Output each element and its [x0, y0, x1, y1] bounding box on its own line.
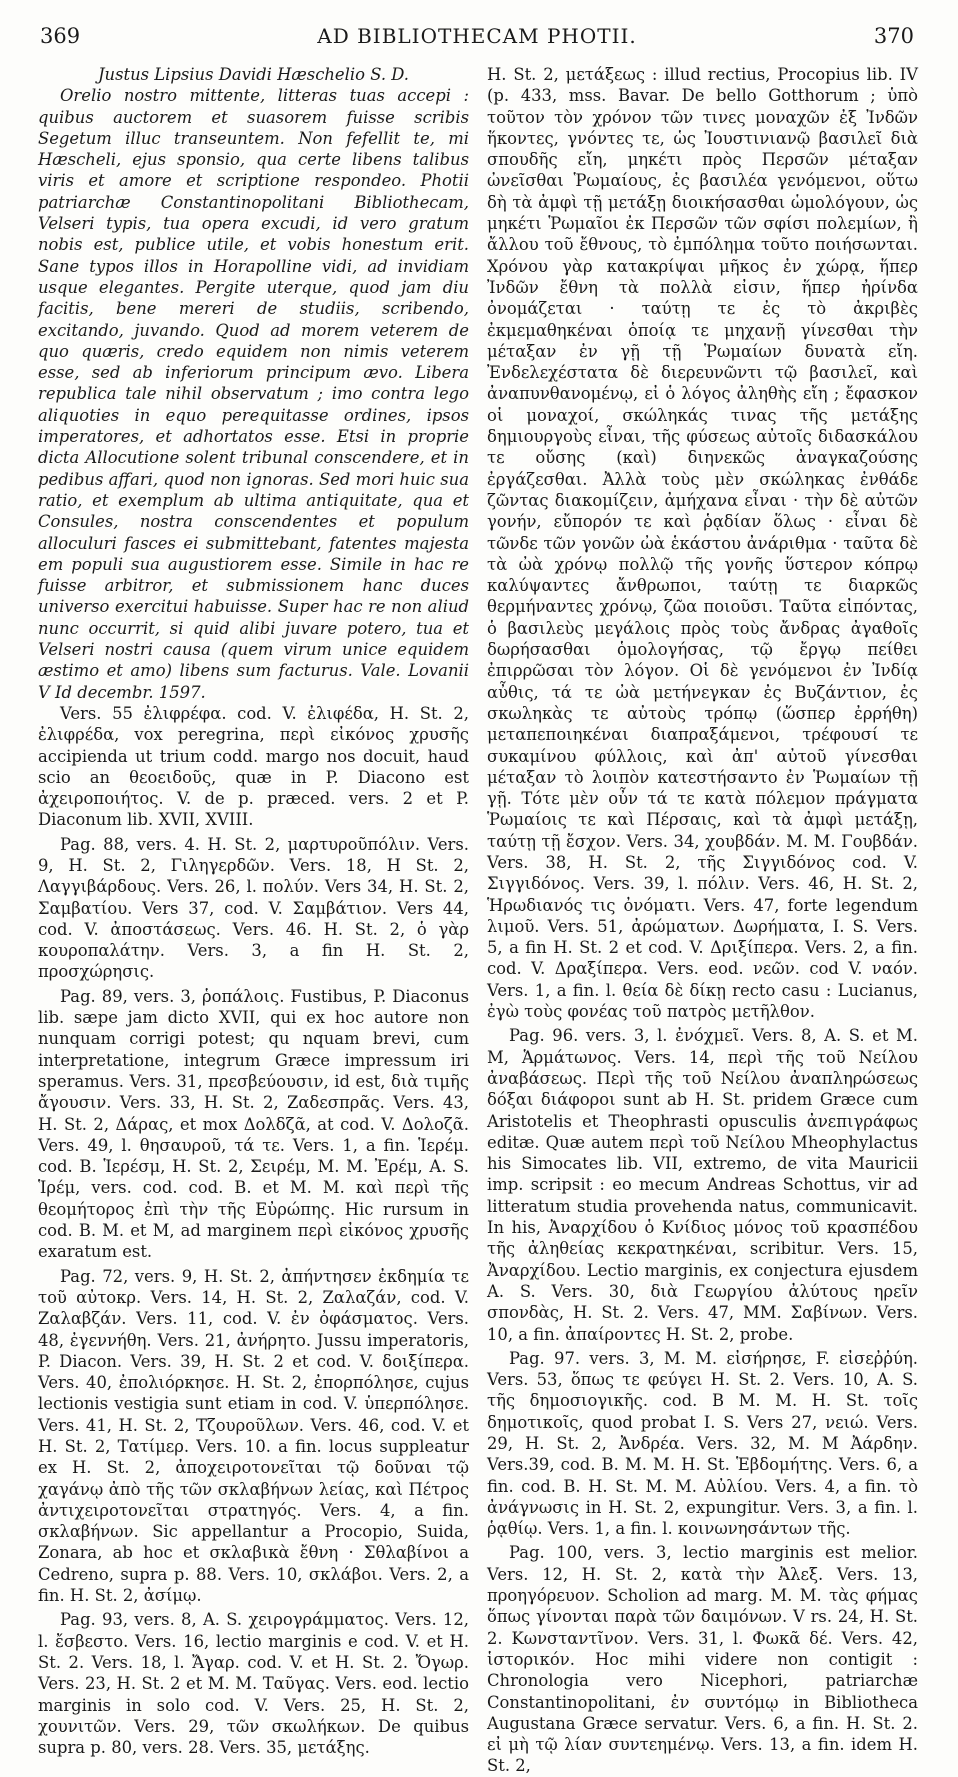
two-column-body	[38, 64, 918, 1777]
running-title: AD BIBLIOTHECAM PHOTII.	[317, 24, 637, 48]
page-number-right: 370	[873, 24, 914, 48]
note-paragraph: Pag. 97. vers. 3, M. M. εἰσήρησε, F. εἰσεῤῥύη. Vers. 53, ὅπως τε φεύγει H. St. 2. Vers. 10, A. S. τῆς δημοσιογικῆς. cod. B M. M. H. St. τοῖς δημοτικοῖς, quod probat I. S. Vers 27, νειώ. Vers. 29, H. St. 2, Ἀνδρέα. Vers. 32, M. M Ἀάρδην. Vers.39, cod. B. M. M. H. St. Ἑβδομήτης. Vers. 6, a fin. cod. B. H. St. M. M. Αὐλίου. Vers. 4, a fin. τὸ ἀνάγνωσις in H. St. 2, expungitur. Vers. 3, a fin. l. ῥᾳθίῳ. Vers. 1, a fin. l. κοινωνησάντων τῆς.	[487, 1348, 918, 1539]
note-paragraph: Pag. 89, vers. 3, ῥοπάλοις. Fustibus, P. Diaconus lib. sæpe jam dicto XVII, qui ex hoc autore non nunquam corrigi potest; qu nquam brevi, cum interpretatione, integrum Græce impressum iri speramus. Vers. 31, πρεσβεύουσιν, id est, διὰ τιμῆς ἄγουσιν. Vers. 33, H. St. 2, Ζαδεσπρᾶς. Vers. 43, H. St. 2, Δάρας, et mox Δολδζᾶ, at cod. V. Δολοζᾶ. Vers. 49, l. θησαυροῦ, τά τε. Vers. 1, a fin. Ἱερέμ. cod. B. Ἱερέσμ, H. St. 2, Σειρέμ, M. M. Ἐρέμ, A. S. Ἱρέμ, vers. cod. cod. B. et M. M. καὶ περὶ τῆς θεομήτορος ἐπὶ τὴν τῆς Εὐρώπης. Hic rursum in cod. B. M. et M, ad marginem περὶ εἰκόνος χρυσῆς exaratum est.	[38, 986, 469, 1262]
note-paragraph: Vers. 55 ἐλιφρέφα. cod. V. ἐλιφέδα, H. St. 2, ἐλιφρέδα, vox peregrina, περὶ εἰκόνος χρυσῆς accipienda ut trium codd. margo nos docuit, haud scio an θεοειδοῦς, quæ in P. Diacono est ἀχειροποιήτος. V. de p. præced. vers. 2 et P. Diaconum lib. XVII, XVIII.	[38, 703, 469, 830]
page-number-left: 369	[40, 24, 81, 48]
note-paragraph: Pag. 88, vers. 4. H. St. 2, μαρτυροῦπόλιν. Vers. 9, H. St. 2, Γιληγερδῶν. Vers. 18, H St. 2, Λαγγιβάρδους. Vers. 26, l. πολύν. Vers 34, H. St. 2, Σαμβατίου. Vers 37, cod. V. Σαμβάτιον. Vers 44, cod. V. ἀποστάσεως. Vers. 46. H. St. 2, ὁ γὰρ κουροπαλάτην. Vers. 3, a fin H. St. 2, προσχώρησις.	[38, 834, 469, 982]
right-column	[487, 64, 918, 1777]
note-paragraph: Pag. 72, vers. 9, H. St. 2, ἀπήντησεν ἐκδημία τε τοῦ αὐτοκρ. Vers. 14, H. St. 2, Ζαλαζάν, cod. V. Ζαλαβζάν. Vers. 11, cod. V. ἐν ὀφάσματος. Vers. 48, ἐγεννήθη. Vers. 21, ἀνήρητο. Jussu imperatoris, P. Diacon. Vers. 39, H. St. 2 et cod. V. δοιξίπερα. Vers. 40, ἐπολιόρκησε. H. St. 2, ἐπορπόλησε, cujus lectionis vestigia sunt etiam in cod. V. ὑπερπόλησε. Vers. 41, H. St. 2, Τζουροῦλων. Vers. 46, cod. V. et H. St. 2, Τατίμερ. Vers. 10. a fin. locus suppleatur ex H. St. 2, ἀποχειροτονεῖται τῷ δοῦναι τῷ χαγάνῳ ἀπὸ τῆς τῶν σκλαβήνων λείας, καὶ Πέτρος ἀντιχειροτονεῖται στρατηγός. Vers. 4, a fin. σκλαβήνων. Sic appellantur a Procopio, Suida, Zonara, ab hoc et σκλαβικὰ ἔθνη · Σθλαβίνοι a Cedreno, supra p. 88. Vers. 10, σκλάβοι. Vers. 2, a fin. H. St. 2, ἀσίμῳ.	[38, 1266, 469, 1606]
left-column	[38, 64, 469, 1777]
letter-heading: Justus Lipsius Davidi Hæschelio S. D.	[97, 65, 410, 84]
note-paragraph: Pag. 93, vers. 8, A. S. χειρογράμματος. Vers. 12, l. ἔσβεστο. Vers. 16, lectio marginis e cod. V. et H. St. 2. Vers. 18, l. Ἄγαρ. cod. V. et H. St. 2. Ὄγωρ. Vers. 23, H. St. 2 et M. M. Ταῦγας. Vers. eod. lectio marginis in solo cod. V. Vers. 25, H. St. 2, χουνιτῶν. Vers. 29, τῶν σκωλήκων. De quibus supra p. 80, vers. 28. Vers. 35, μετάξης.	[38, 1610, 469, 1758]
page-header	[38, 24, 918, 48]
note-paragraph: Pag. 96. vers. 3, l. ἐνόχμεῖ. Vers. 8, A. S. et M. M, Ἁρμάτωνος. Vers. 14, περὶ τῆς τοῦ Νείλου ἀναβάσεως. Περὶ τῆς τοῦ Νείλου ἀναπληρώσεως δόξαι διάφοροι sunt ab H. St. pridem Græce cum Aristotelis et Theophrasti opusculis ἀνεπιγράφως editæ. Quæ autem περὶ τοῦ Νείλου Mheophylactus his Simocates lib. VII, extremo, de vita Mauricii imp. scripsit : eo mecum Andreas Schottus, vir ad litteratum studia provehenda natus, communicavit. In his, Ἀναρχίδου ὁ Κνίδιος μόνος τοῦ κρασπέδου τῆς ἀληθείας κεκρατηκέναι, scribitur. Vers. 15, Ἀναρχίδου. Lectio marginis, ex conjectura ejusdem A. S. Vers. 30, διὰ Γεωργίου ἀλύτους ηρεῖν σπονδὰς, H. St. 2. Vers. 47, MM. Σαβίνων. Vers. 10, a fin. ἀπαίροντες H. St. 2, probe.	[487, 1026, 918, 1344]
lipsius-letter	[38, 64, 469, 703]
note-paragraph: Pag. 100, vers. 3, lectio marginis est melior. Vers. 12, H. St. 2, κατὰ τὴν Ἀλεξ. Vers. 13, προηγόρευον. Scholion ad marg. M. M. τὰς φήμας ὅπως γίνονται παρὰ τῶν δαιμόνων. V rs. 24, H. St. 2. Κωνσταντῖνον. Vers. 31, l. Φωκᾶ δέ. Vers. 42, ἱστορικόν. Hoc mihi videre non contigit : Chronologia vero Nicephori, patriarchæ Constantinopolitani, ἐν συντόμῳ in Bibliotheca Augustana Græce servatur. Vers. 6, a fin. H. St. 2. εἰ μὴ τῷ λίαν συντεημένῳ. Vers. 13, a fin. idem H. St. 2,	[487, 1543, 918, 1776]
letter-body: Orelio nostro mittente, litteras tuas accepi : quibus auctorem et suasorem fuisse scribis Segetum illuc transeuntem. Non fefellit te, mi Hæscheli, ejus sponsio, qua certe libens talibus viris et amore et scriptione respondeo. Photii patriarchæ Constantinopolitani Bibliothecam, Velseri typis, tua opera excudi, id vero gratum nobis est, publice utile, et vobis honestum erit. Sane typos illos in Horapolline vidi, ad invidiam usque elegantes. Pergite uterque, quod jam diu facitis, bene mereri de studiis, scribendo, excitando, juvando. Quod ad morem veterem de quo quæris, credo equidem non nimis veterem esse, sed ab inferiorum principum ævo. Libera republica tale nihil observatum ; imo contra lego aliquoties in equo perequitasse ordines, ipsos imperatores, et adhortatos esse. Etsi in proprie dicta Allocutione solent tribunal conscendere, et in pedibus affari, quod non ignoras. Sed mori huic sua ratio, et exemplum ab ultima antiquitate, qua et Consules, nostra conscendentes et populum alloculuri fasces ei submittebant, fatentes majesta em populi sua augustiorem esse. Simile in hac re fuisse arbitror, et submissionem hanc duces universo exercitui habuisse. Super hac re non aliud nunc occurrit, si quid alibi juvare potero, tua et Velseri nostri causa (quem virum unice equidem æstimo et amo) libens sum facturus. Vale. Lovanii V Id decembr. 1597.	[38, 86, 469, 702]
note-paragraph: H. St. 2, μετάξεως : illud rectius, Procopius lib. IV (p. 433, mss. Bavar. De bello Gotthorum ; ὑπὸ τοῦτον τὸν χρόνον τῶν τινες μοναχῶν ἐξ Ἰνδῶν ἥκοντες, γνόντες τε, ὡς Ἰουστινιανῷ βασιλεῖ διὰ σπουδῆς εἴη, μηκέτι πρὸς Περσῶν μέταξαν ὠνεῖσθαι Ῥωμαίους, ἐς βασιλέα γενόμενοι, οὕτω δὴ τὰ ἀμφὶ τῇ μετάξῃ διοικήσασθαι ὡμολόγουν, ὡς μηκέτι Ῥωμαῖοι ἐκ Περσῶν τῶν σφίσι πολεμίων, ἢ ἄλλου τοῦ ἔθνους, τὸ ἐμπόλημα τοῦτο ποιήσωνται. Χρόνου γὰρ κατακρίψαι μῆκος ἐν χώρᾳ, ἥπερ Ἰνδῶν ἔθνη τὰ πολλὰ εἰσιν, ἥπερ ἠρίνδα ὀνομάζεται · ταύτῃ τε ἐς τὸ ἀκριβὲς ἐκμεμαθηκέναι ὁποίᾳ τε μηχανῇ γίνεσθαι τὴν μέταξαν ἐν γῇ τῇ Ῥωμαίων δυνατὰ εἴη. Ἐνδελεχέστατα δὲ διερευνῶντι τῷ βασιλεῖ, καὶ ἀναπυνθανομένῳ, εἰ ὁ λόγος ἀληθὴς εἴη ; ἔφασκον οἱ μοναχοί, σκώληκάς τινας τῆς μετάξης δημιουργοὺς εἶναι, τῆς φύσεως αὐτοῖς διδασκάλου τε οὔσης (καὶ) διηνεκῶς ἀναγκαζούσης ἐργάζεσθαι. Ἀλλὰ τοὺς μὲν σκώληκας ἐνθάδε ζῶντας διακομίζειν, ἀμήχανα εἶναι · τὴν δὲ αὐτῶν γονήν, εὔπορόν τε καὶ ῥᾳδίαν ὅλως · εἶναι δὲ τῶνδε τῶν γονῶν ὠὰ ἑκάστου ἀνάριθμα · ταῦτα δὲ τὰ ὠὰ χρόνῳ πολλῷ τῆς γονῆς ὕστερον κόπρῳ καλύψαντες ἄνθρωποι, ταύτῃ τε διαρκῶς θερμήναντες χρόνῳ, ζῶα ποιοῦσι. Ταῦτα εἰπόντας, ὁ βασιλεὺς μεγάλοις πρὸς τοὺς ἄνδρας ἀγαθοῖς δωρήσασθαι ὁμολογήσας, τῷ ἔργῳ πείθει ἐπιρρῶσαι τὸν λόγον. Οἱ δὲ γενόμενοι ἐν Ἰνδίᾳ αὖθις, τά τε ὠὰ μετήνεγκαν ἐς Βυζάντιον, ἐς σκωληκὰς τε αὐτοὺς τρόπῳ (ὥσπερ ἐρρήθη) μεταπεποιηκέναι διαπραξάμενοι, τρέφουσί τε συκαμίνου φύλλοις, καὶ ἀπ' αὐτοῦ γίνεσθαι μέταξαν τὸ λοιπὸν κατεστήσαντο ἐν Ῥωμαίων τῇ γῇ. Τότε μὲν οὖν τά τε κατὰ πόλεμον πράγματα Ῥωμαίοις τε καὶ Πέρσαις, καὶ τὰ ἀμφὶ μετάξῃ, ταύτῃ τῇ ἔσχον. Vers. 34, χουβδάν. M. M. Γουβδάν. Vers. 38, H. St. 2, τῆς Σιγγιδόνος cod. V. Σιγγιδόνος. Vers. 39, l. πόλιν. Vers. 46, H. St. 2, Ἡρωδιανός τις ὀνόματι. Vers. 47, forte legendum λιμοῦ. Vers. 51, ἀρώματων. Δωρήματα, I. S. Vers. 5, a fin H. St. 2 et cod. V. Δριξίπερα. Vers. 2, a fin. cod. V. Δραξίπερα. Vers. eod. νεῶν. cod V. ναόν. Vers. 1, a fin. l. θεία δὲ δίκῃ recto casu : Lucianus, ἐγὼ τοὺς φονέας τοῦ πατρὸς μετῆλθον.	[487, 65, 918, 1022]
